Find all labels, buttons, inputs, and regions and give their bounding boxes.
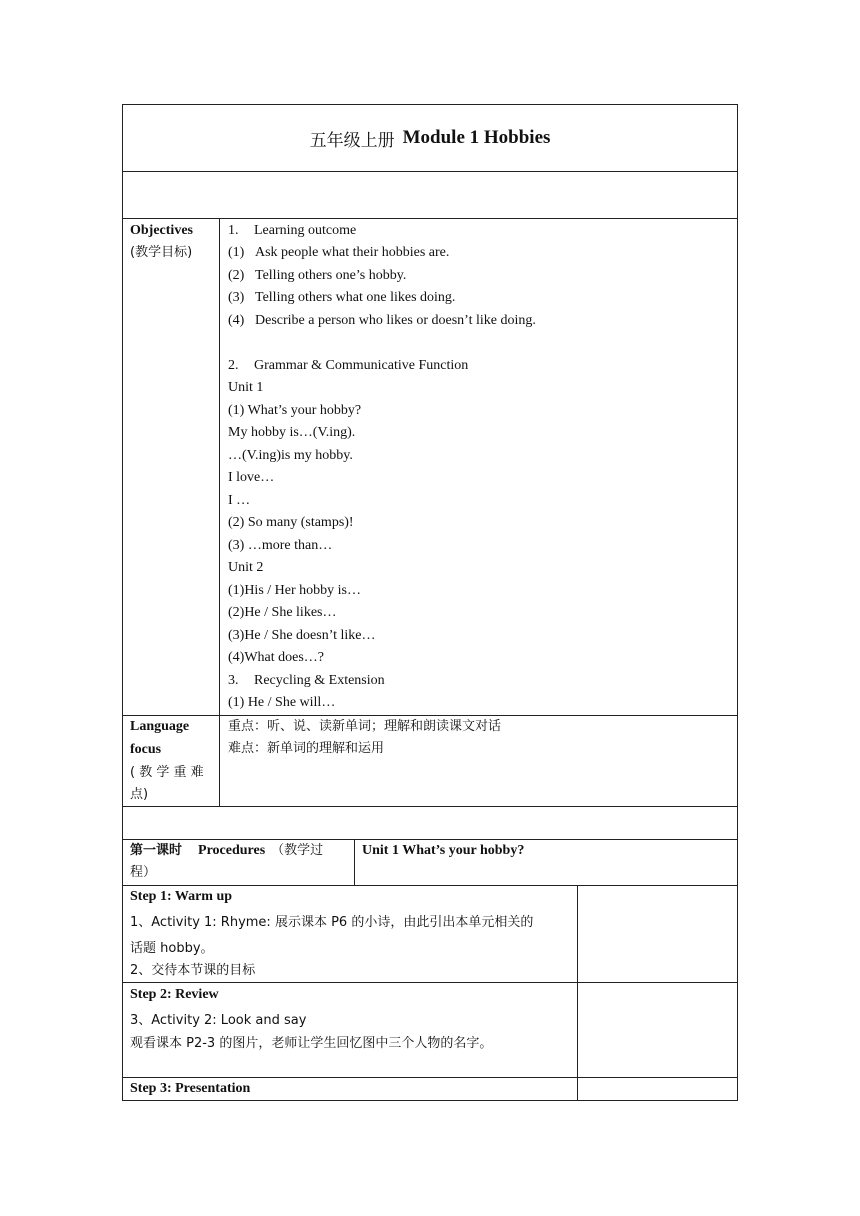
lesson-period-header-cont: 程） xyxy=(130,865,157,880)
grammar-line: My hobby is…(V.ing). xyxy=(228,425,356,440)
column-divider xyxy=(354,839,355,885)
language-focus-label-cn: 点) xyxy=(130,787,149,802)
grammar-line: I … xyxy=(228,493,251,508)
lesson-period-header: 第一课时 Procedures （教学过 xyxy=(130,843,324,858)
step-line: 话题 hobby。 xyxy=(130,941,214,956)
step-line: 2、交待本节课的目标 xyxy=(130,963,256,978)
section-recycling: 3. Recycling & Extension xyxy=(228,673,385,688)
grammar-line: (3) …more than… xyxy=(228,538,333,553)
language-focus-label-cn: ( 教 学 重 难 xyxy=(130,765,204,780)
step-line: 1、Activity 1: Rhyme: 展示课本 P6 的小诗，由此引出本单元相关的 xyxy=(130,915,534,930)
objectives-label: Objectives xyxy=(130,223,193,238)
unit2-label: Unit 2 xyxy=(228,560,264,575)
grammar-line: (4)What does…? xyxy=(228,650,325,665)
grammar-line: (1) He / She will… xyxy=(228,695,336,710)
outcome-item: (4) Describe a person who likes or doesn’t like doing. xyxy=(228,313,536,328)
row-divider xyxy=(122,982,738,983)
outcome-item: (2) Telling others one’s hobby. xyxy=(228,268,407,283)
page-title xyxy=(122,104,738,172)
language-focus-label: focus xyxy=(130,742,162,757)
column-divider xyxy=(219,218,220,806)
title-cn: 五年级上册 xyxy=(309,130,395,151)
grammar-line: I love… xyxy=(228,470,275,485)
row-divider xyxy=(122,806,738,807)
outcome-item: (1) Ask people what their hobbies are. xyxy=(228,245,450,260)
objectives-label-cn: (教学目标) xyxy=(130,245,193,260)
grammar-line: (1)His / Her hobby is… xyxy=(228,583,361,598)
row-divider xyxy=(122,218,738,219)
grammar-line: (3)He / She doesn’t like… xyxy=(228,628,376,643)
column-divider xyxy=(577,885,578,1101)
step-title: Step 3: Presentation xyxy=(130,1081,251,1096)
language-focus-label: Language xyxy=(130,719,190,734)
grammar-line: …(V.ing)is my hobby. xyxy=(228,448,353,463)
difficult-points: 难点：新单词的理解和运用 xyxy=(228,741,385,756)
step-line: 观看课本 P2-3 的图片，老师让学生回忆图中三个人物的名字。 xyxy=(130,1036,493,1051)
step-line: 3、Activity 2: Look and say xyxy=(130,1013,307,1028)
unit-title: Unit 1 What’s your hobby? xyxy=(362,843,525,858)
title-en: Module 1 Hobbies xyxy=(402,127,551,148)
grammar-line: (2) So many (stamps)! xyxy=(228,515,354,530)
key-points: 重点：听、说、读新单词；理解和朗读课文对话 xyxy=(228,719,502,734)
grammar-line: (1) What’s your hobby? xyxy=(228,403,362,418)
step-title: Step 1: Warm up xyxy=(130,889,233,904)
unit1-label: Unit 1 xyxy=(228,380,264,395)
outcome-item: (3) Telling others what one likes doing. xyxy=(228,290,456,305)
grammar-line: (2)He / She likes… xyxy=(228,605,337,620)
section-learning-outcome: 1. Learning outcome xyxy=(228,223,357,238)
step-title: Step 2: Review xyxy=(130,987,219,1002)
section-grammar: 2. Grammar & Communicative Function xyxy=(228,358,469,373)
